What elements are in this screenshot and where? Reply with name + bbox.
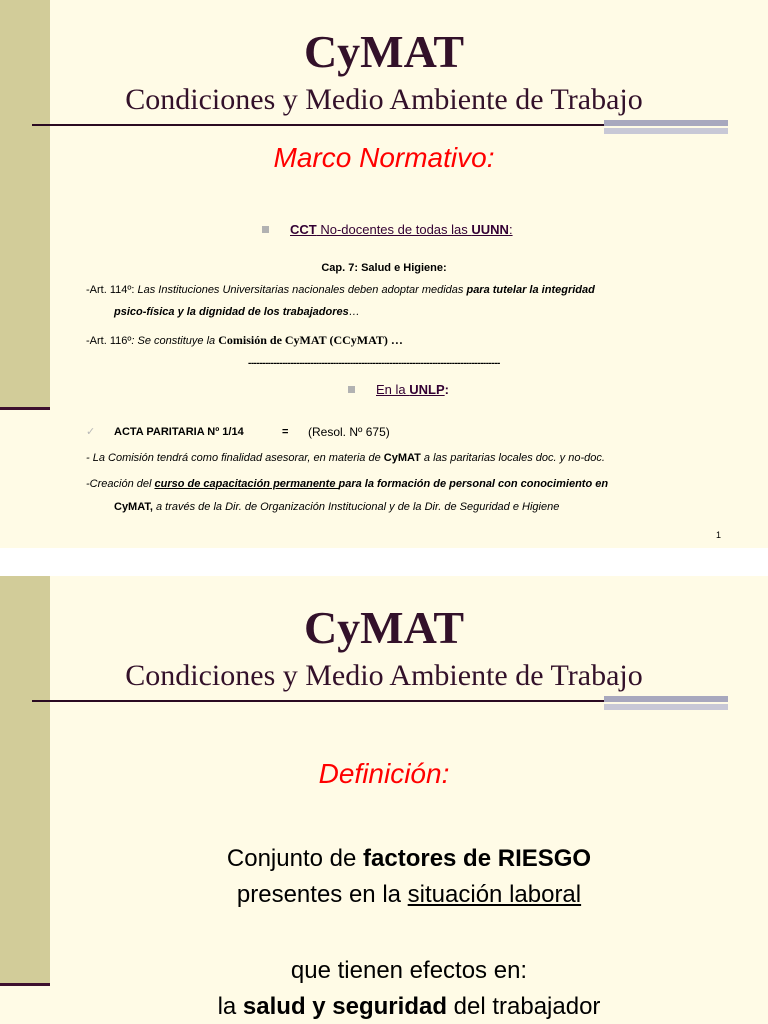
section-heading: Marco Normativo: (273, 142, 495, 173)
art116-line: -Art. 116º: Se constituye la Comisión de CyMAT (CCyMAT) … (86, 333, 403, 347)
acta-label: ACTA PARITARIA Nº 1/14 (114, 426, 244, 438)
section-heading: Definición: (318, 758, 450, 789)
slide-title: CyMAT (303, 26, 465, 77)
sidebar-divider (0, 983, 50, 986)
title-accent-bar-light (604, 704, 728, 710)
comision-line: - La Comisión tendrá como finalidad asesorar, en materia de CyMAT a las paritarias locales doc. y no-doc. (86, 452, 605, 464)
separator-line: ----------------------------------------------------------------------------------------- (248, 358, 500, 369)
title-accent-bar (604, 696, 728, 702)
bullet-cct: CCT No-docentes de todas las UUNN: (290, 222, 513, 237)
acta-resol: (Resol. Nº 675) (308, 425, 390, 439)
creacion-line2: CyMAT, a través de la Dir. de Organización Institucional y de la Dir. de Seguridad e Higiene (114, 501, 560, 513)
art114-line1: -Art. 114º: Las Instituciones Universitarias nacionales deben adoptar medidas para tutelar la integridad (86, 284, 595, 296)
definition-line-3: que tienen efectos en: (290, 957, 528, 984)
acta-equals: = (282, 426, 289, 438)
title-accent-bar (604, 120, 728, 126)
slide-subtitle: Condiciones y Medio Ambiente de Trabajo (125, 659, 643, 692)
slide-2 (0, 576, 768, 1024)
definition-line-1: Conjunto de factores de RIESGO (226, 845, 592, 872)
bullet-unlp: En la UNLP: (376, 382, 449, 397)
square-bullet-icon (348, 386, 355, 393)
page-number: 1 (716, 530, 722, 540)
art114-line2: psico-física y la dignidad de los trabajadores… (114, 306, 360, 318)
definition-line-2: presentes en la situación laboral (236, 881, 582, 908)
sidebar-divider (0, 407, 50, 410)
title-accent-bar-light (604, 128, 728, 134)
creacion-line1: -Creación del curso de capacitación permanente para la formación de personal con conocimiento en (86, 478, 609, 490)
slide-subtitle: Condiciones y Medio Ambiente de Trabajo (125, 83, 643, 116)
check-icon: ✓ (86, 426, 96, 438)
cap7-heading: Cap. 7: Salud e Higiene: (321, 262, 447, 274)
definition-line-4: la salud y seguridad del trabajador (217, 993, 601, 1020)
square-bullet-icon (262, 226, 269, 233)
slide-title: CyMAT (303, 602, 465, 653)
